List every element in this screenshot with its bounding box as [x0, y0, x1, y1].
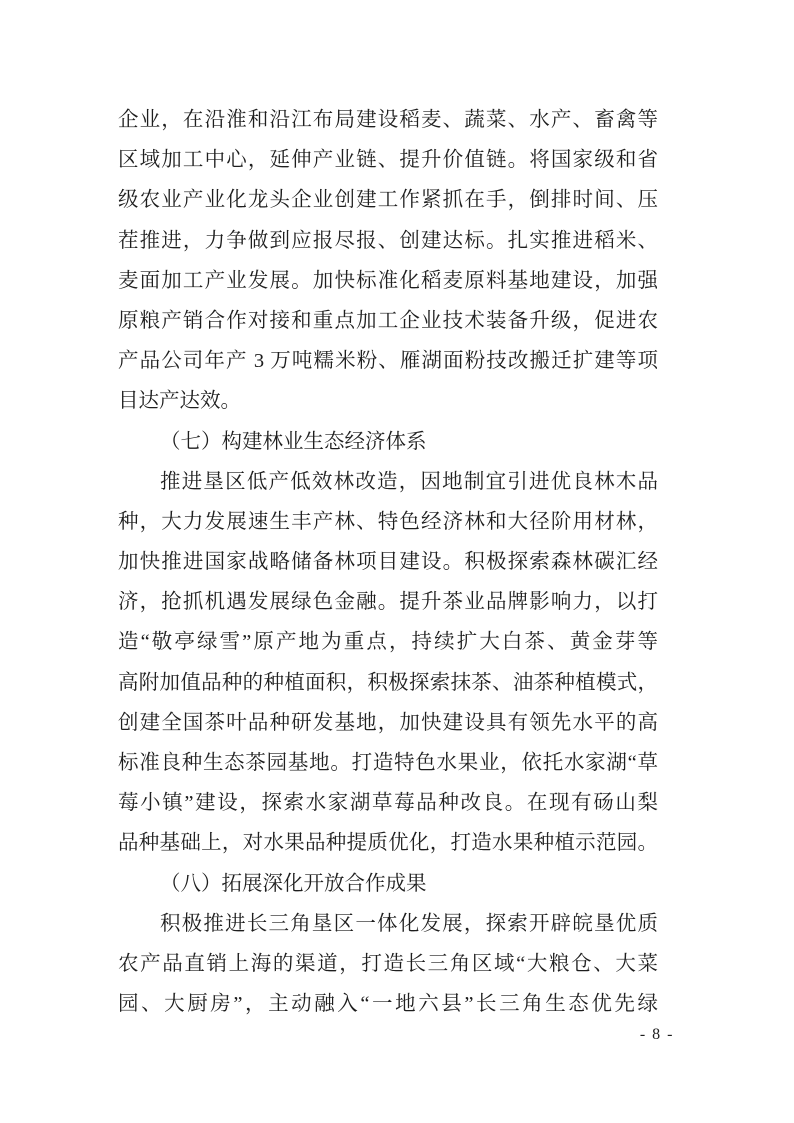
section-heading-8: （八）拓展深化开放合作成果: [160, 872, 427, 895]
text-line: 级农业产业化龙头企业创建工作紧抓在手，倒排时间、压: [118, 189, 658, 212]
section-heading-7: （七）构建林业生态经济体系: [160, 430, 427, 453]
text-line: 麦面加工产业发展。加快标准化稻麦原料基地建设，加强: [118, 269, 658, 292]
document-body: [118, 100, 658, 1024]
text-line: 区域加工中心，延伸产业链、提升价值链。将国家级和省: [118, 149, 658, 172]
text-line: 推进垦区低产低效林改造，因地制宜引进优良林木品: [160, 470, 658, 493]
text-line-paragraph-end: 目达产达效。: [118, 390, 241, 413]
text-line: 济，抢抓机遇发展绿色金融。提升茶业品牌影响力，以打: [118, 591, 658, 614]
text-line: 园、大厨房”，主动融入“一地六县”长三角生态优先绿: [118, 993, 658, 1016]
page-number: - 8 -: [639, 1026, 674, 1043]
text-line: 造“敬亭绿雪”原产地为重点，持续扩大白茶、黄金芽等: [118, 631, 658, 654]
text-line: 标准良种生态茶园基地。打造特色水果业，依托水家湖“草: [118, 752, 658, 774]
text-line: 积极推进长三角垦区一体化发展，探索开辟皖垦优质: [160, 912, 658, 935]
text-line-paragraph-end: 品种基础上，对水果品种提质优化，打造水果种植示范园。: [118, 832, 658, 855]
text-line: 企业，在沿淮和沿江布局建设稻麦、蔬菜、水产、畜禽等: [118, 109, 658, 131]
text-line: 茬推进，力争做到应报尽报、创建达标。扎实推进稻米、: [118, 229, 658, 252]
text-line: 种，大力发展速生丰产林、特色经济林和大径阶用材林，: [118, 510, 658, 533]
text-line: 产品公司年产 3 万吨糯米粉、雁湖面粉技改搬迁扩建等项: [118, 350, 658, 373]
text-line: 农产品直销上海的渠道，打造长三角区域“大粮仓、大菜: [118, 952, 658, 975]
text-line: 加快推进国家战略储备林项目建设。积极探索森林碳汇经: [118, 551, 658, 574]
text-line: 创建全国茶叶品种研发基地，加快建设具有领先水平的高: [118, 711, 658, 734]
text-line: 高附加值品种的种植面积，积极探索抹茶、油茶种植模式，: [118, 671, 658, 694]
text-line: 莓小镇”建设，探索水家湖草莓品种改良。在现有砀山梨: [118, 792, 658, 815]
text-line: 原粮产销合作对接和重点加工企业技术装备升级，促进农: [118, 309, 658, 332]
